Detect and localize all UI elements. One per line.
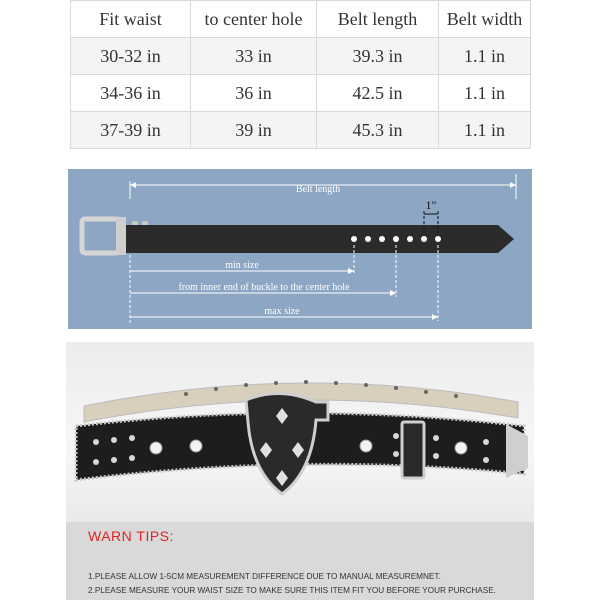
belt-hole: [407, 236, 413, 242]
size-table: [70, 0, 531, 149]
belt-product-photo: [66, 342, 534, 522]
belt-photo-svg: [66, 342, 534, 522]
cell-fit-waist: 37-39 in: [71, 112, 191, 149]
table-header-row: [71, 1, 531, 38]
table-row: [71, 75, 531, 112]
cell-belt-width: 1.1 in: [439, 112, 531, 149]
table-row: [71, 38, 531, 75]
header-belt-width: Belt width: [439, 1, 531, 38]
cell-fit-waist: 34-36 in: [71, 75, 191, 112]
header-center-hole: to center hole: [191, 1, 317, 38]
arrow-left-icon: [130, 182, 136, 188]
cell-belt-length: 45.3 in: [317, 112, 439, 149]
arrow-right-icon: [390, 290, 396, 296]
belt-strap: [126, 225, 514, 253]
belt-hole: [421, 236, 427, 242]
header-belt-length: Belt length: [317, 1, 439, 38]
buckle-bar: [116, 217, 126, 255]
min-size-label: min size: [225, 260, 259, 271]
warn-tips-panel: [66, 522, 534, 600]
arrow-right-icon: [432, 314, 438, 320]
arrow-right-icon: [510, 182, 516, 188]
warn-title: WARN TIPS:: [88, 528, 174, 544]
cell-center-hole: 36 in: [191, 75, 317, 112]
hole-spacing-label: 1": [425, 198, 437, 212]
warn-tip-1: 1.PLEASE ALLOW 1-5CM MEASUREMENT DIFFERENCE DUE TO MANUAL MEASUREMNET.: [88, 572, 441, 581]
cell-belt-length: 39.3 in: [317, 38, 439, 75]
belt-hole: [393, 236, 399, 242]
cell-center-hole: 39 in: [191, 112, 317, 149]
buckle-frame: [82, 219, 120, 253]
warn-tip-2: 2.PLEASE MEASURE YOUR WAIST SIZE TO MAKE SURE THIS ITEM FIT YOU BEFORE YOUR PURCHASE.: [88, 586, 496, 595]
table-row: [71, 112, 531, 149]
cell-belt-width: 1.1 in: [439, 75, 531, 112]
cell-fit-waist: 30-32 in: [71, 38, 191, 75]
arrow-right-icon: [348, 268, 354, 274]
cell-belt-length: 42.5 in: [317, 75, 439, 112]
belt-size-diagram: [68, 169, 532, 329]
cell-belt-width: 1.1 in: [439, 38, 531, 75]
belt-hole: [435, 236, 441, 242]
belt-length-label: Belt length: [295, 184, 341, 195]
cell-center-hole: 33 in: [191, 38, 317, 75]
belt-keeper: [402, 422, 424, 478]
header-fit-waist: Fit waist: [71, 1, 191, 38]
belt-hole: [365, 236, 371, 242]
belt-diagram-svg: [68, 169, 532, 329]
belt-hole: [379, 236, 385, 242]
max-size-label: max size: [264, 306, 300, 317]
belt-hole: [351, 236, 357, 242]
center-hole-label: from inner end of buckle to the center hole: [178, 282, 350, 293]
